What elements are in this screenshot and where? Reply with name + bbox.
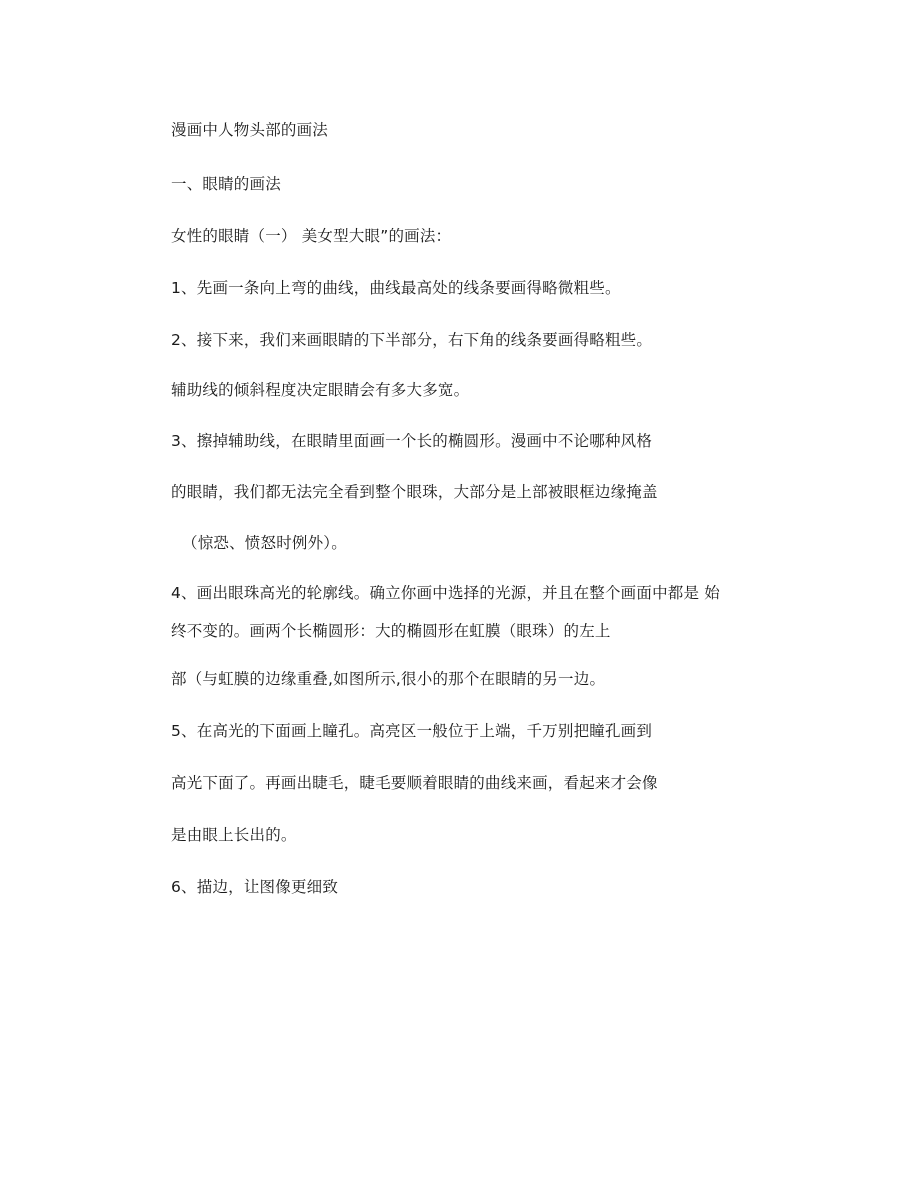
section-heading: 一、眼睛的画法 xyxy=(171,175,281,193)
step-5-text: 5、在高光的下面画上瞳孔。高亮区一般位于上端，千万别把瞳孔画到 xyxy=(171,722,653,740)
paragraph-line: （惊恐、愤怒时例外）。 xyxy=(182,534,347,552)
step-2-text: 2、接下来，我们来画眼睛的下半部分，右下角的线条要画得略粗些。 xyxy=(171,331,653,349)
step-1-text: 1、先画一条向上弯的曲线，曲线最高处的线条要画得略微粗些。 xyxy=(171,279,621,297)
subsection-heading: 女性的眼睛（一） 美女型大眼”的画法： xyxy=(171,227,452,245)
step-3-text: 3、擦掉辅助线，在眼睛里面画一个长的椭圆形。漫画中不论哪种风格 xyxy=(171,432,653,450)
paragraph-line: 是由眼上长出的。 xyxy=(171,826,297,844)
document-title: 漫画中人物头部的画法 xyxy=(171,121,329,139)
step-6-text: 6、描边，让图像更细致 xyxy=(171,878,339,896)
step-4-text: 4、画出眼珠高光的轮廓线。确立你画中选择的光源，并且在整个画面中都是 始 xyxy=(171,584,720,602)
paragraph-line: 部（与虹膜的边缘重叠,如图所示,很小的那个在眼睛的另一边。 xyxy=(171,670,606,688)
paragraph-line: 终不变的。画两个长椭圆形：大的椭圆形在虹膜（眼珠）的左上 xyxy=(171,622,611,640)
paragraph-line: 辅助线的倾斜程度决定眼睛会有多大多宽。 xyxy=(171,381,470,399)
paragraph-line: 高光下面了。再画出睫毛，睫毛要顺着眼睛的曲线来画，看起来才会像 xyxy=(171,774,658,792)
paragraph-line: 的眼睛，我们都无法完全看到整个眼珠，大部分是上部被眼框边缘掩盖 xyxy=(171,483,658,501)
